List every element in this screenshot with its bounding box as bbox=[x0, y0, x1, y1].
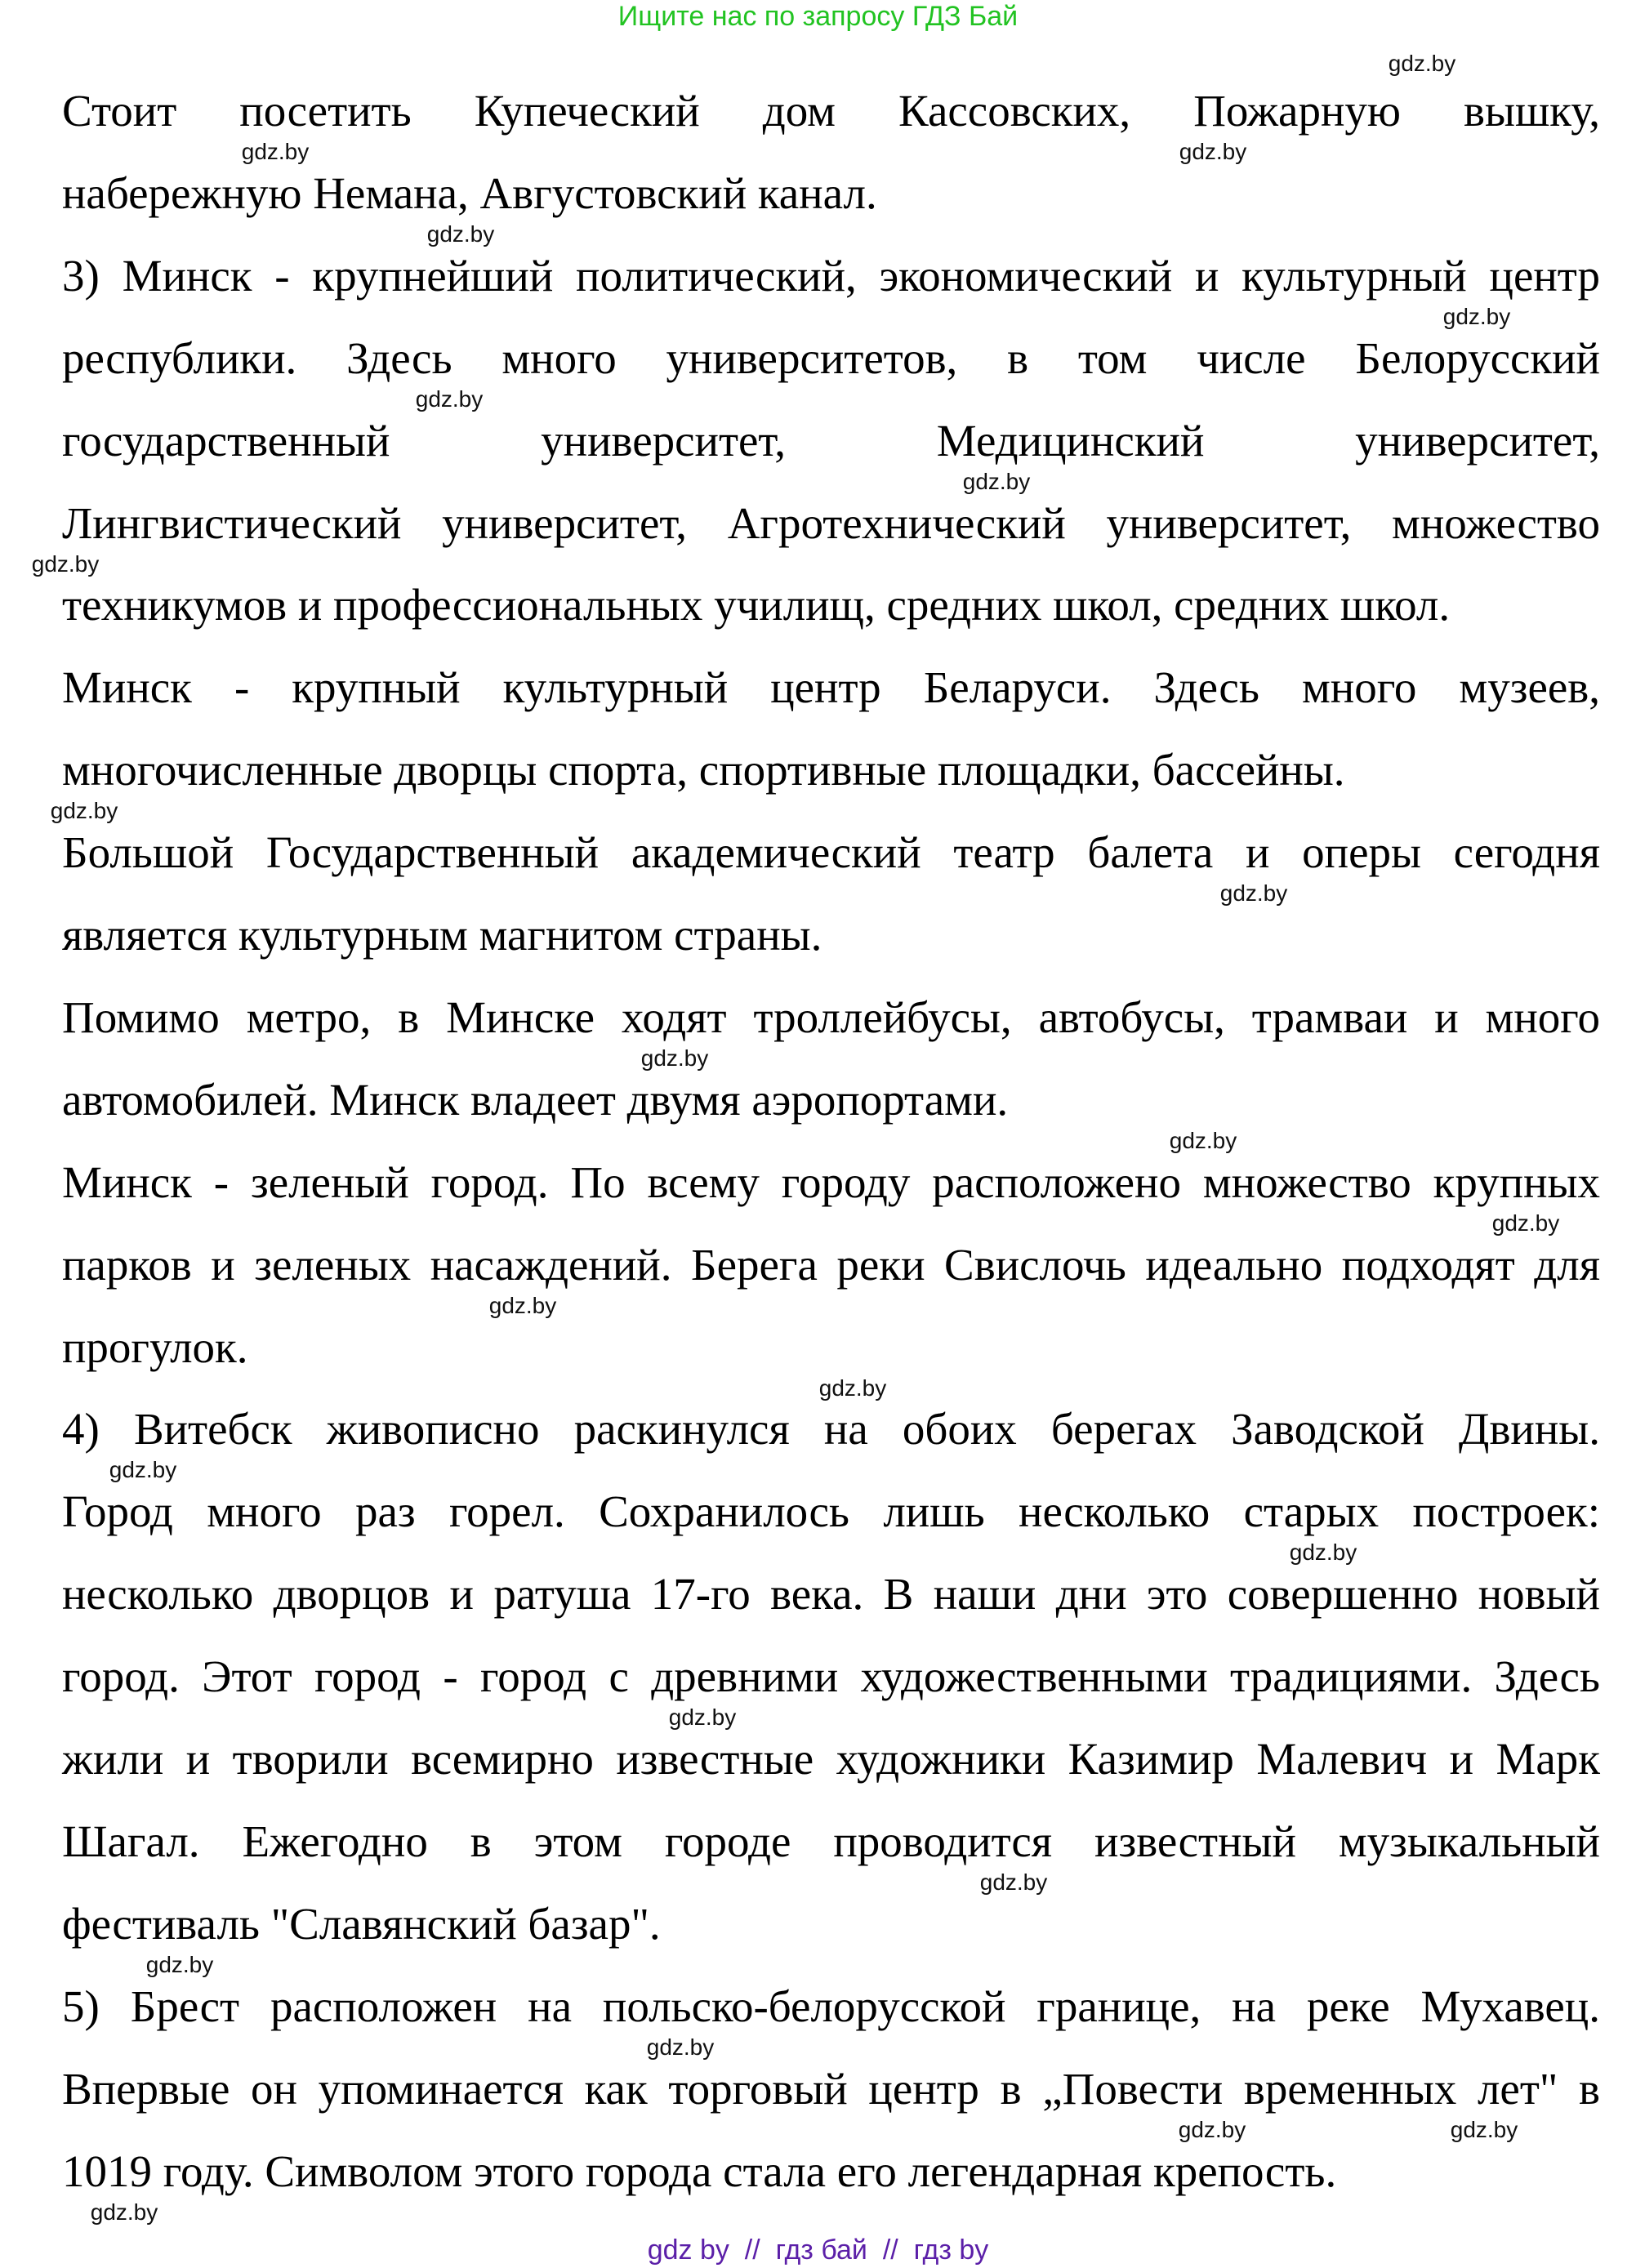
text-line: Лингвистический университет, Агротехнический университет, множество bbox=[62, 497, 1600, 548]
text-line: Минск - зеленый город. По всему городу расположено множество крупных bbox=[62, 1156, 1600, 1207]
text-line: Впервые он упоминается как торговый центр в „Повести временных лет" в bbox=[62, 2063, 1600, 2114]
text-line: жили и творили всемирно известные художники Казимир Малевич и Марк bbox=[62, 1734, 1600, 1784]
watermark: gdz.by bbox=[31, 550, 100, 577]
text-line: государственный университет, Медицинский университет, bbox=[62, 415, 1600, 466]
text-line: техникумов и профессиональных училищ, средних школ, средних школ. bbox=[62, 580, 1451, 630]
watermark: gdz.by bbox=[818, 1375, 887, 1401]
text-line: 3) Минск - крупнейший политический, экономический и культурный центр bbox=[62, 250, 1600, 301]
watermark: gdz.by bbox=[426, 221, 495, 247]
watermark: gdz.by bbox=[1169, 1127, 1237, 1153]
text-line: Помимо метро, в Минске ходят троллейбусы, автобусы, трамваи и много bbox=[62, 991, 1600, 1042]
watermark: gdz.by bbox=[646, 2034, 715, 2060]
watermark: gdz.by bbox=[50, 798, 118, 824]
watermark: gdz.by bbox=[668, 1704, 737, 1731]
watermark: gdz.by bbox=[1289, 1539, 1357, 1566]
watermark: gdz.by bbox=[90, 2199, 158, 2225]
footer-links[interactable]: gdz by // гдз бай // гдз by bbox=[647, 2235, 989, 2266]
text-line: Минск - крупный культурный центр Беларуси. Здесь много музеев, bbox=[62, 662, 1600, 713]
text-line: автомобилей. Минск владеет двумя аэропортами. bbox=[62, 1074, 1009, 1125]
watermark: gdz.by bbox=[415, 385, 484, 412]
watermark: gdz.by bbox=[979, 1869, 1048, 1895]
watermark: gdz.by bbox=[488, 1292, 557, 1318]
text-line: многочисленные дворцы спорта, спортивные площадки, бассейны. bbox=[62, 745, 1345, 795]
watermark: gdz.by bbox=[1388, 51, 1456, 76]
watermark: gdz.by bbox=[1219, 880, 1288, 907]
text-line: является культурным магнитом страны. bbox=[62, 910, 822, 960]
text-line: город. Этот город - город с древними художественными традициями. Здесь bbox=[62, 1651, 1600, 1702]
watermark: gdz.by bbox=[1442, 303, 1511, 329]
watermark: gdz.by bbox=[145, 1951, 214, 1977]
text-line: Стоит посетить Купеческий дом Кассовских, Пожарную вышку, bbox=[62, 86, 1600, 136]
text-line: 1019 году. Символом этого города стала его легендарная крепость. bbox=[62, 2145, 1337, 2196]
watermark: gdz.by bbox=[1450, 2116, 1518, 2142]
watermark: gdz.by bbox=[962, 468, 1031, 494]
text-line: Шагал. Ежегодно в этом городе проводится известный музыкальный bbox=[62, 1816, 1600, 1866]
text-line: республики. Здесь много университетов, в том числе Белорусский bbox=[62, 332, 1600, 383]
watermark: gdz.by bbox=[241, 139, 310, 164]
watermark: gdz.by bbox=[1179, 139, 1247, 164]
text-line: 5) Брест расположен на польско-белорусской границе, на реке Мухавец. bbox=[62, 1981, 1600, 2031]
text-line: Город много раз горел. Сохранилось лишь несколько старых построек: bbox=[62, 1486, 1600, 1537]
watermark: gdz.by bbox=[1178, 2116, 1246, 2142]
text-line: прогулок. bbox=[62, 1321, 248, 1372]
watermark: gdz.by bbox=[1491, 1210, 1560, 1236]
text-line: несколько дворцов и ратуша 17-го века. В наши дни это совершенно новый bbox=[62, 1569, 1600, 1620]
text-line: фестиваль "Славянский базар". bbox=[62, 1898, 661, 1949]
text-line: набережную Немана, Августовский канал. bbox=[62, 167, 877, 218]
watermark: gdz.by bbox=[109, 1457, 177, 1483]
search-hint-banner: Ищите нас по запросу ГДЗ Бай bbox=[617, 1, 1019, 32]
text-line: Большой Государственный академический театр балета и оперы сегодня bbox=[62, 827, 1600, 878]
watermark: gdz.by bbox=[640, 1045, 709, 1071]
text-line: парков и зеленых насаждений. Берега реки Свислочь идеально подходят для bbox=[62, 1239, 1600, 1290]
text-line: 4) Витебск живописно раскинулся на обоих берегах Заводской Двины. bbox=[62, 1404, 1600, 1455]
